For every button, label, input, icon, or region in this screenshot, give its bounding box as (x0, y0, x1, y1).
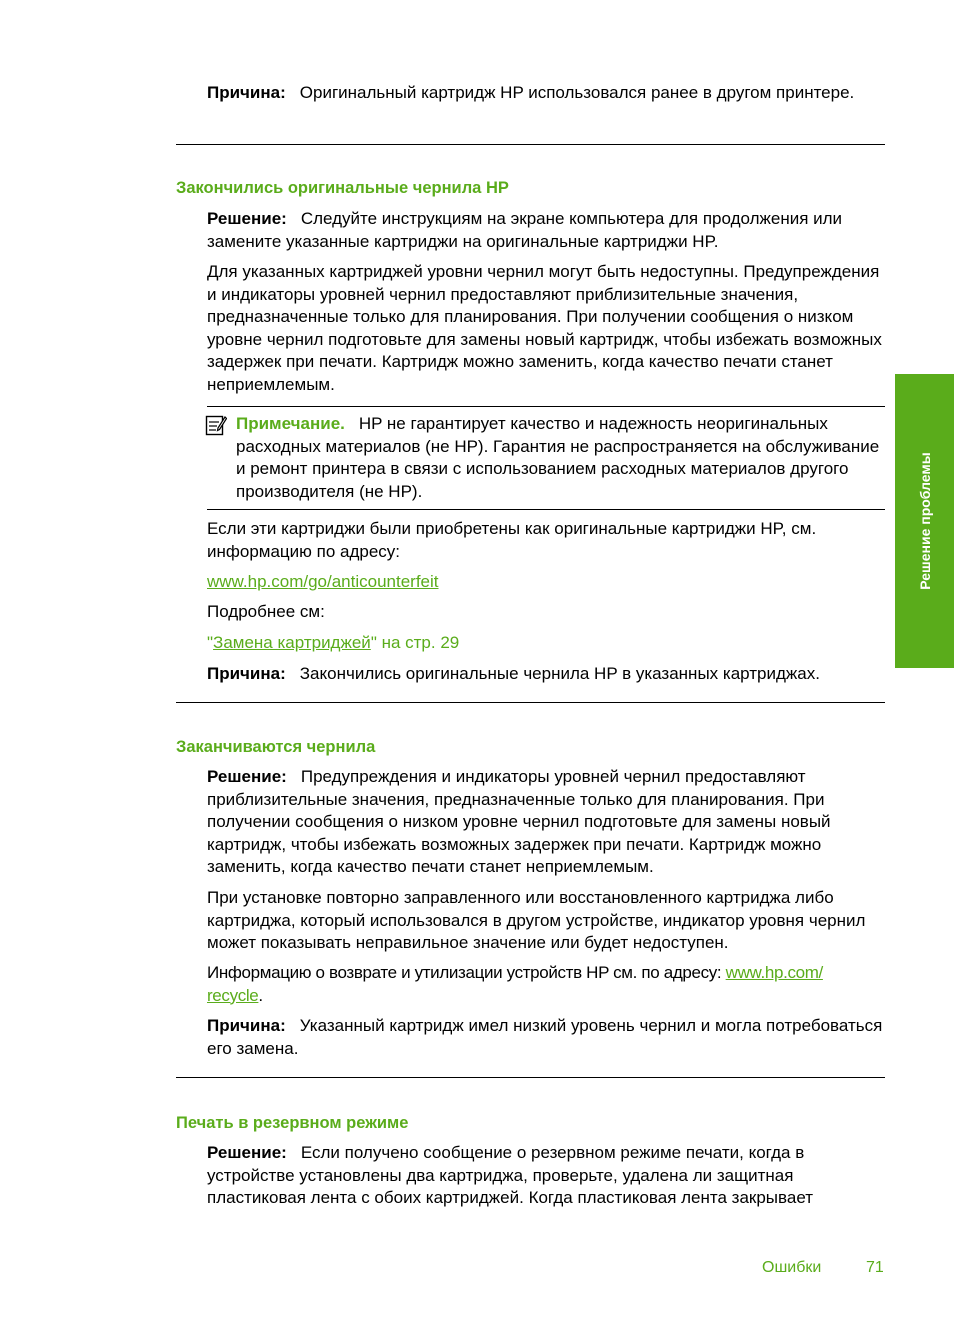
more-info-label: Подробнее см: (207, 602, 325, 621)
section2-solution-text: Предупреждения и индикаторы уровней чернил предоставляют приблизительные значения, предназначенные только для планирования. При получении сообщения о низком уровне чернил подготовьте для замены новый картридж, чтобы избежать возможных задержек при печати. Картридж можно заменить, когда качество печати станет неприемлемым. (207, 767, 831, 876)
side-chapter-label: Решение проблемы (916, 452, 933, 590)
section-divider (176, 144, 885, 145)
section1-reason-text: Закончились оригинальные чернила HP в указанных картриджах. (299, 664, 820, 683)
section1-solution-text: Следуйте инструкциям на экране компьютера для продолжения или замените указанные картриджи на оригинальные картриджи HP. (207, 209, 843, 251)
side-chapter-tab (895, 374, 954, 668)
recycle-period: . (258, 985, 263, 1005)
note-icon (205, 414, 227, 436)
section1-paragraph-2: Если эти картриджи были приобретены как оригинальные картриджи HP, см. информацию по адресу: (207, 519, 817, 561)
anticounterfeit-link[interactable]: www.hp.com/go/anticounterfeit (207, 572, 439, 591)
section2-reason (207, 1015, 887, 1060)
replace-cartridges-link[interactable]: Замена картриджей (213, 633, 371, 652)
note-top-rule (207, 406, 885, 407)
section2-paragraph: При установке повторно заправленного или восстановленного картриджа либо картриджа, который использовался в другом устройстве, индикатор уровня чернил может показывать неправильное значение или будет недоступен. (207, 888, 866, 952)
recycle-paragraph (207, 962, 887, 1007)
page-number: 71 (866, 1259, 884, 1276)
recycle-text: Информацию о возврате и утилизации устройств HP см. по адресу: (207, 963, 726, 982)
solution-label: Решение: (207, 1143, 287, 1162)
note-block (236, 413, 884, 503)
note-text: HP не гарантирует качество и надежность неоригинальных расходных материалов (не HP). Гарантия не распространяется на обслуживание и ремонт принтера в связи с использованием расходных материалов другого производителя (не HP). (236, 414, 880, 501)
cross-reference (207, 632, 887, 655)
reason-label: Причина: (207, 664, 286, 683)
section2-reason-text: Указанный картридж имел низкий уровень чернил и могла потребоваться его замена. (207, 1016, 883, 1058)
section3-solution (207, 1142, 887, 1210)
anticounterfeit-line (207, 571, 887, 594)
recycle-link-continued[interactable]: recycle (207, 985, 259, 1005)
section-title-ink-low: Заканчиваются чернила (176, 738, 376, 756)
section1-paragraph: Для указанных картриджей уровни чернил могут быть недоступны. Предупреждения и индикаторы уровней чернил предоставляют приблизительные значения, предназначенные только для планирования. При получении сообщения о низком уровне чернил подготовьте для замены новый картридж, чтобы избежать возможных задержек при печати. Картридж можно заменить, когда качество печати станет неприемлемым. (207, 262, 882, 394)
section2-solution (207, 766, 887, 879)
top-reason (207, 82, 887, 105)
reason-label: Причина: (207, 1016, 286, 1035)
section1-reason (207, 663, 887, 686)
reason-label: Причина: (207, 83, 286, 102)
xref-quote-open: " (207, 633, 214, 652)
solution-label: Решение: (207, 767, 287, 786)
top-reason-text: Оригинальный картридж HP использовался ранее в другом принтере. (299, 83, 855, 102)
note-bottom-rule (207, 509, 885, 510)
section-divider (176, 702, 885, 703)
note-label: Примечание. (236, 414, 345, 433)
section3-solution-text: Если получено сообщение о резервном режиме печати, когда в устройстве установлены два картриджа, проверьте, удалена ли защитная пластиковая лента с обоих картриджей. Когда пластиковая лента закрывает (207, 1143, 813, 1207)
section1-solution (207, 208, 887, 253)
footer-section-name: Ошибки (762, 1259, 822, 1276)
section-divider (176, 1077, 885, 1078)
section-title-original-ink-depleted: Закончились оригинальные чернила HP (176, 179, 509, 197)
section-title-reserve-mode: Печать в резервном режиме (176, 1114, 409, 1132)
solution-label: Решение: (207, 209, 287, 228)
recycle-link[interactable]: www.hp.com/ (725, 963, 823, 982)
xref-page: " на стр. 29 (370, 633, 460, 652)
